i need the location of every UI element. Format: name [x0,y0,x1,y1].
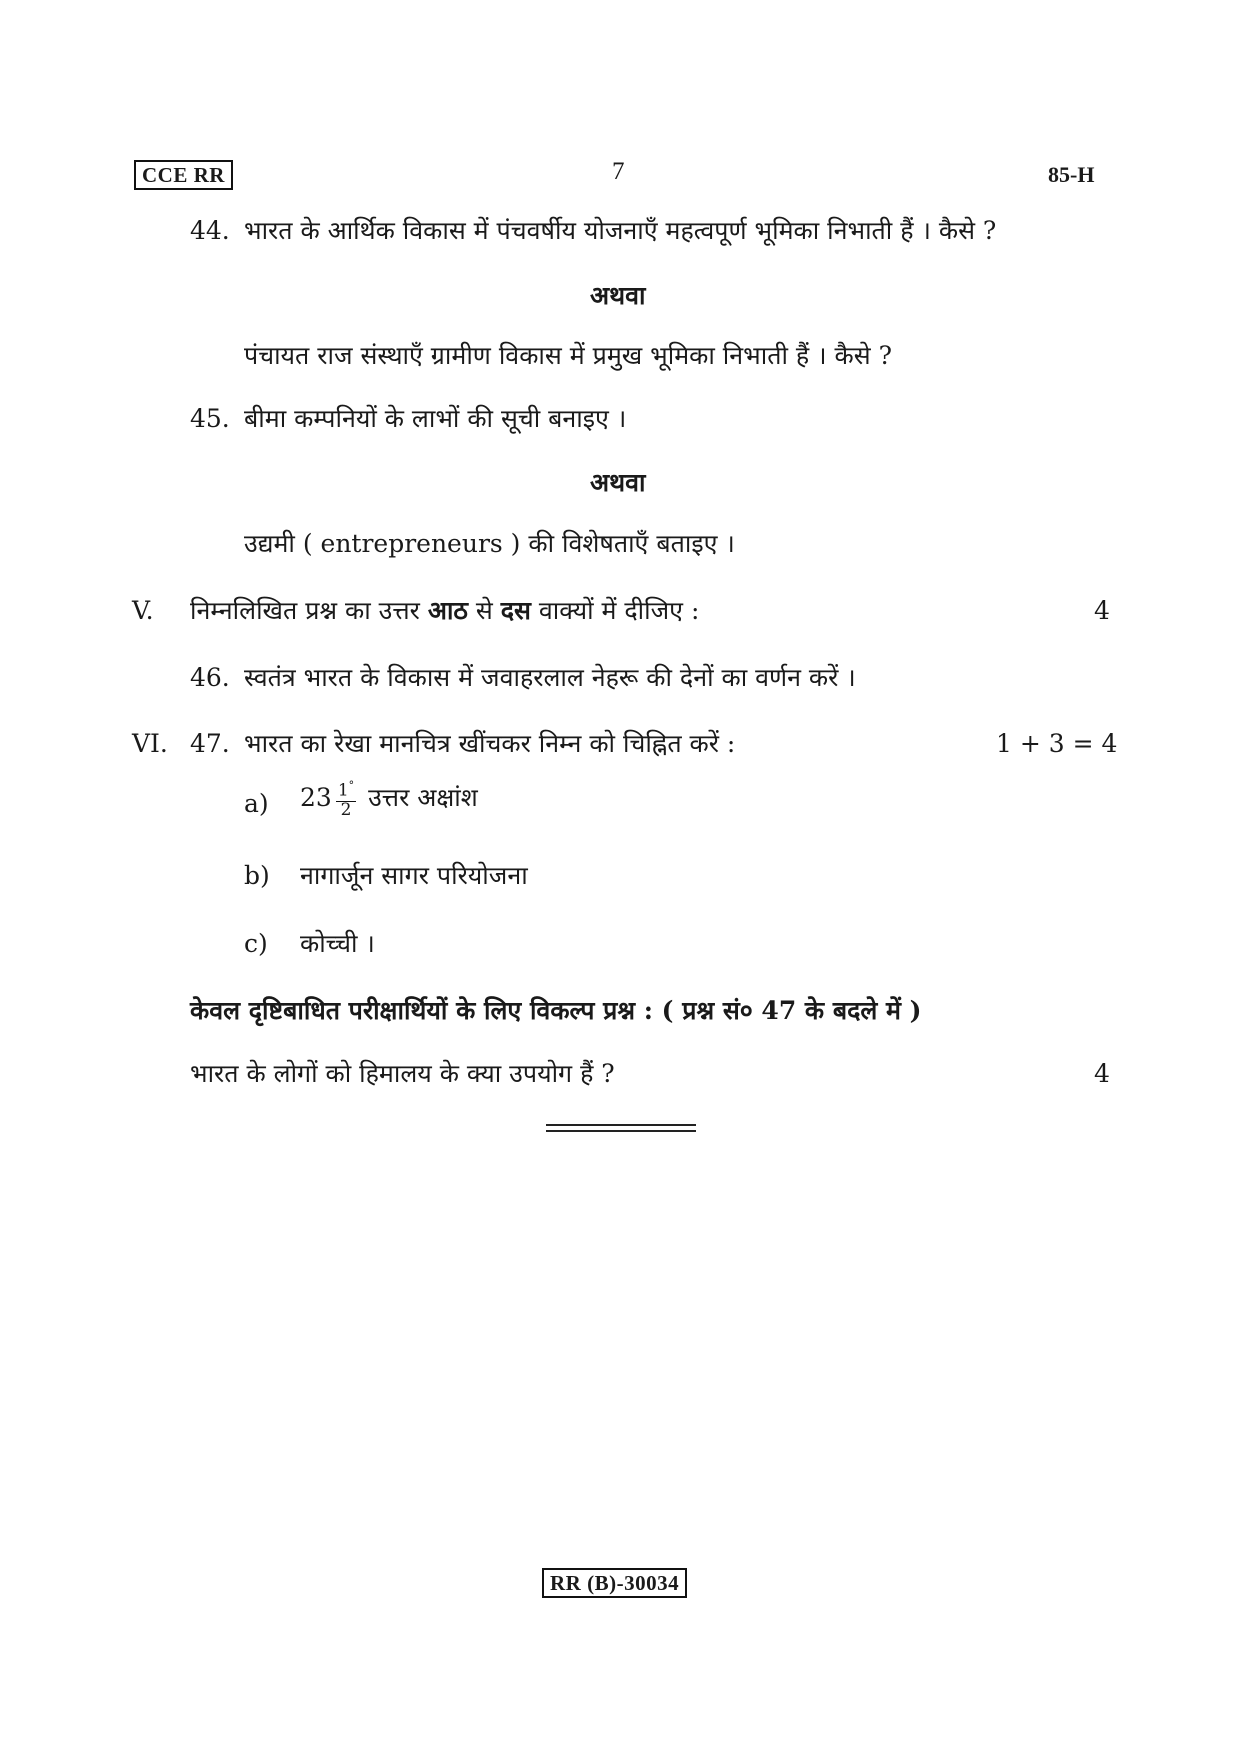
page-number: 7 [612,158,625,185]
section-v-marks: 4 [1094,596,1110,625]
q47-item-b-label: b) [244,861,270,890]
section-v-instruction [190,595,699,628]
latitude-whole: 23 [300,783,332,813]
q47-text: भारत का रेखा मानचित्र खींचकर निम्न को चिह्नित करें : [244,729,736,758]
q44-or-label: अथवा [590,281,646,310]
q45-alt-text: उद्यमी ( entrepreneurs ) की विशेषताएँ बताइए । [244,529,735,558]
q46-text: स्वतंत्र भारत के विकास में जवाहरलाल नेहरू की देनों का वर्णन करें । [244,663,856,692]
latitude-fraction [336,780,356,819]
q47-number: 47. [190,729,230,758]
q46-number: 46. [190,663,230,692]
section-v-roman: V. [132,596,154,625]
q47-item-c-label: c) [244,929,268,958]
section-v-text-after: वाक्यों में दीजिए : [530,596,700,625]
section-v-text-mid: से [467,596,501,625]
q44-text: भारत के आर्थिक विकास में पंचवर्षीय योजनाएँ महत्वपूर्ण भूमिका निभाती हैं । कैसे ? [244,216,997,245]
end-rule-top [546,1124,696,1126]
section-v-bold-1: आठ [427,596,468,625]
subject-code: 85-H [1048,162,1095,187]
q47-item-c-text: कोच्ची । [300,929,375,958]
q47-marks: 1 + 3 = 4 [996,729,1118,758]
alt-question-marks: 4 [1094,1059,1110,1088]
q44-number: 44. [190,216,230,245]
footer-code-box: RR (B)-30034 [542,1568,687,1598]
q47-item-b-text: नागार्जून सागर परियोजना [300,861,528,890]
q45-text: बीमा कम्पनियों के लाभों की सूची बनाइए । [244,404,627,433]
paper-code-box: CCE RR [134,160,233,190]
degree-symbol: ° [348,779,355,792]
fraction-numerator: 1 [337,780,349,801]
q45-or-label: अथवा [590,468,646,497]
fraction-denominator: 2 [340,799,352,820]
alt-question-heading: केवल दृष्टिबाधित परीक्षार्थियों के लिए विकल्प प्रश्न : ( प्रश्न सं० 47 के बदले में ) [190,996,922,1025]
section-v-text-before: निम्नलिखित प्रश्न का उत्तर [190,596,428,625]
q45-number: 45. [190,404,230,433]
alt-question-text: भारत के लोगों को हिमालय के क्या उपयोग हैं ? [190,1059,615,1088]
section-vi-roman: VI. [132,729,168,758]
q47-item-a [300,780,478,819]
end-rule-bottom [546,1130,696,1132]
section-v-bold-2: दस [500,596,531,625]
q44-alt-text: पंचायत राज संस्थाएँ ग्रामीण विकास में प्रमुख भूमिका निभाती हैं । कैसे ? [244,341,892,370]
q47-item-a-text: उत्तर अक्षांश [368,783,478,813]
q47-item-a-label: a) [244,789,269,818]
